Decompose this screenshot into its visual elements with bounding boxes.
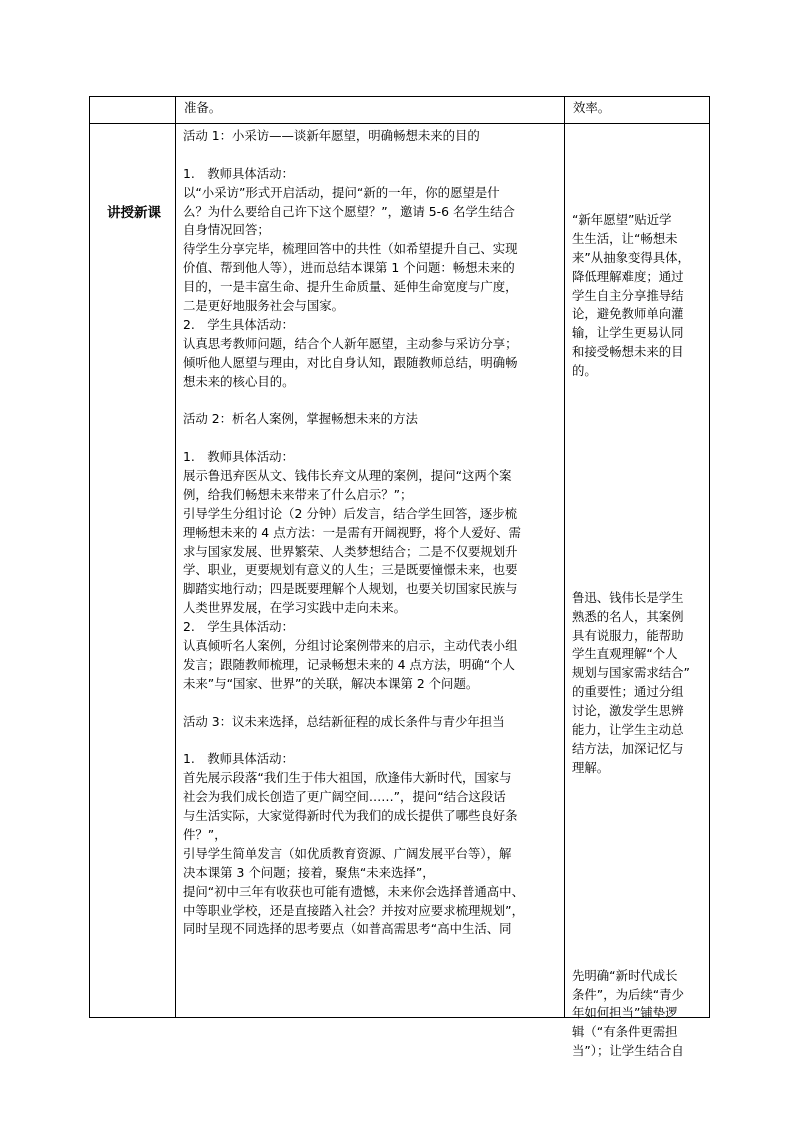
rationale-line: 来”从抽象变得具体， — [572, 249, 690, 265]
rationale-line: 输，让学生更易认同 — [572, 325, 684, 341]
rationale-line: 规划与国家需求结合” — [572, 665, 690, 681]
content-line: 1. 教师具体活动： — [183, 165, 294, 181]
rationale-line — [572, 532, 690, 551]
rationale-line: 降低理解难度；通过 — [572, 268, 684, 284]
rationale-line — [572, 778, 690, 797]
content-line: 同时呈现不同选择的思考要点（如普高需思考“高中生活、同 — [183, 921, 512, 937]
rationale-line — [572, 853, 690, 872]
rationale-line: 讨论，激发学生思辨 — [572, 703, 684, 719]
design-rationale — [572, 211, 690, 1061]
lesson-plan-table — [89, 96, 710, 1059]
content-line: 以“小采访”形式开启活动，提问“新的一年，你的愿望是什 — [183, 184, 500, 200]
content-line: 自身情况回答； — [183, 222, 270, 238]
rationale-line: 辑（“有条件更需担 — [572, 1024, 678, 1040]
rationale-line — [572, 494, 690, 513]
column-divider-2 — [564, 97, 565, 1017]
content-line: 1. 教师具体活动： — [183, 449, 294, 465]
content-line: 人类世界发展，在学习实践中走向未来。 — [183, 600, 407, 616]
rationale-line — [572, 570, 690, 589]
content-line: 活动 2：析名人案例，掌握畅想未来的方法 — [183, 411, 418, 427]
content-line: 展示鲁迅弃医从文、钱伟长弃文从理的案例，提问“这两个案 — [183, 468, 512, 484]
content-line: 待学生分享完毕，梳理回答中的共性（如希望提升自己、实现 — [183, 241, 518, 257]
rationale-line — [572, 891, 690, 910]
content-line — [183, 732, 524, 751]
rationale-line — [572, 400, 690, 419]
rationale-line — [572, 381, 690, 400]
content-line: 倾听他人愿望与理由，对比自身认知，跟随教师总结，明确畅 — [183, 354, 518, 370]
rationale-line — [572, 816, 690, 835]
content-line: 么？为什么要给自己许下这个愿望？”，邀请 5-6 名学生结合 — [183, 203, 515, 219]
content-line: 中等职业学校，还是直接踏入社会？并按对应要求梳理规划”， — [183, 902, 524, 918]
rationale-line — [572, 438, 690, 457]
rationale-line — [572, 929, 690, 948]
rationale-line: 先明确“新时代成长 — [572, 967, 678, 983]
rationale-line — [572, 910, 690, 929]
content-line: 发言；跟随教师梳理，记录畅想未来的 4 点方法，明确“个人 — [183, 656, 515, 672]
content-line: 2. 学生具体活动： — [183, 619, 294, 635]
rationale-line: 和接受畅想未来的目 — [572, 344, 684, 360]
rationale-line: 的重要性；通过分组 — [572, 684, 684, 700]
content-line: 学、职业，更要规划有意义的人生；三是既要憧憬未来，也要 — [183, 562, 518, 578]
content-line: 认真倾听名人案例，分组讨论案例带来的启示，主动代表小组 — [183, 638, 518, 654]
content-line: 与生活实际，大家觉得新时代为我们的成长提供了哪些良好条 — [183, 808, 518, 824]
rationale-line: 具有说服力，能帮助 — [572, 627, 684, 643]
rationale-line — [572, 948, 690, 967]
content-line: 理畅想未来的 4 点方法：一是需有开阔视野，将个人爱好、需 — [183, 524, 521, 540]
content-line: 1. 教师具体活动： — [183, 751, 294, 767]
rationale-line: 年如何担当”铺垫逻 — [572, 1005, 678, 1021]
content-line: 认真思考教师问题，结合个人新年愿望，主动参与采访分享； — [183, 335, 518, 351]
rationale-line — [572, 797, 690, 816]
rationale-line: 学生自主分享推导结 — [572, 287, 684, 303]
rationale-line — [572, 513, 690, 532]
content-line: 例，给我们畅想未来带来了什么启示？”； — [183, 486, 413, 502]
content-line: 活动 1：小采访——谈新年愿望，明确畅想未来的目的 — [183, 128, 480, 143]
content-line: 提问“初中三年有收获也可能有遗憾，未来你会选择普通高中、 — [183, 883, 524, 899]
content-line — [183, 146, 524, 165]
rationale-line: 鲁迅、钱伟长是学生 — [572, 589, 684, 605]
content-line: 求与国家发展、世界繁荣、人类梦想结合；二是不仅要规划升 — [183, 543, 518, 559]
rationale-line: 熟悉的名人，其案例 — [572, 608, 684, 624]
rationale-line — [572, 457, 690, 476]
content-line: 2. 学生具体活动： — [183, 316, 294, 332]
rationale-line — [572, 872, 690, 891]
activity-content — [183, 127, 524, 939]
rationale-line: 条件”，为后续“青少 — [572, 986, 684, 1002]
rationale-line: 能力，让学生主动总 — [572, 722, 684, 738]
rationale-line — [572, 419, 690, 438]
content-line: 未来”与“国家、世界”的关联，解决本课第 2 个问题。 — [183, 675, 479, 691]
rationale-line: 学生直观理解“个人 — [572, 646, 678, 662]
content-line — [183, 429, 524, 448]
rationale-line: 理解。 — [572, 759, 610, 775]
content-line: 引导学生分组讨论（2 分钟）后发言，结合学生回答，逐步梳 — [183, 505, 517, 521]
content-line: 首先展示段落“我们生于伟大祖国，欣逢伟大新时代，国家与 — [183, 770, 512, 786]
rationale-line: 结方法，加深记忆与 — [572, 740, 684, 756]
content-line — [183, 391, 524, 410]
content-line: 社会为我们成长创造了更广阔空间……”，提问“结合这段话 — [183, 789, 506, 805]
content-line: 二是更好地服务社会与国家。 — [183, 298, 345, 314]
section-label: 讲授新课 — [107, 205, 161, 221]
content-line: 价值、帮到他人等），进而总结本课第 1 个问题：畅想未来的 — [183, 260, 515, 276]
rationale-line — [572, 551, 690, 570]
rationale-line: 生生活，让“畅想未 — [572, 230, 678, 246]
rationale-line: 的。 — [572, 363, 597, 379]
content-line: 件？”， — [183, 826, 227, 842]
content-line: 脚踏实地行动；四是既要理解个人规划，也要关切国家民族与 — [183, 581, 518, 597]
content-line: 引导学生简单发言（如优质教育资源、广阔发展平台等），解 — [183, 845, 512, 861]
row1-content: 准备。 — [184, 100, 222, 115]
content-line: 目的，一是丰富生命、提升生命质量、延伸生命宽度与广度， — [183, 279, 518, 295]
rationale-line — [572, 475, 690, 494]
content-line: 决本课第 3 个问题；接着，聚焦“未来选择”， — [183, 864, 435, 880]
content-line: 想未来的核心目的。 — [183, 373, 295, 389]
content-line — [183, 694, 524, 713]
rationale-line: 论，避免教师单向灌 — [572, 306, 684, 322]
content-line: 活动 3：议未来选择，总结新征程的成长条件与青少年担当 — [183, 713, 505, 729]
rationale-line: “新年愿望”贴近学 — [572, 212, 672, 227]
row1-rationale: 效率。 — [573, 100, 611, 115]
column-divider-1 — [175, 97, 176, 1017]
rationale-line: 当”）；让学生结合自 — [572, 1043, 684, 1059]
rationale-line — [572, 834, 690, 853]
row-divider — [90, 123, 709, 124]
